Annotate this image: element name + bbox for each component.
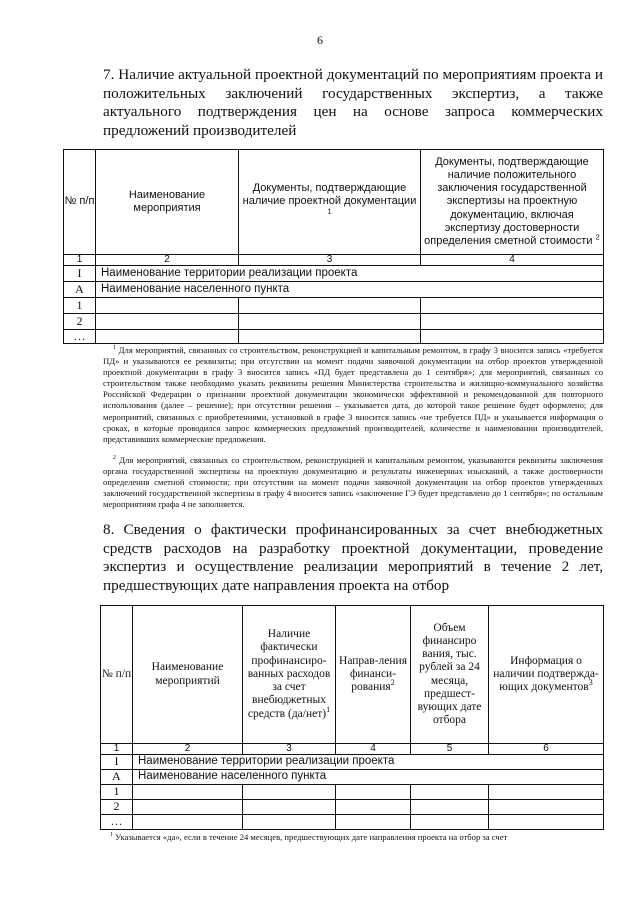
table-cell	[411, 800, 489, 815]
table-row	[101, 800, 604, 815]
header-expert: Документы, подтверждающие наличие положительного заключения государственной экспертизы на проектную документацию, включая экспертизу достоверности определения сметной стоимости $^2$	[421, 150, 604, 255]
table-cell	[411, 785, 489, 800]
section-8-table	[100, 605, 604, 830]
table-cell	[489, 800, 604, 815]
table-cell	[336, 815, 411, 830]
column-number: 5	[411, 744, 489, 755]
header-num: № п/п	[101, 606, 133, 744]
table-cell	[243, 815, 336, 830]
table-cell	[421, 298, 604, 314]
row-label: 2	[64, 314, 96, 330]
table-cell	[133, 800, 243, 815]
table-cell	[96, 314, 239, 330]
table-cell	[421, 314, 604, 330]
column-number: 1	[64, 255, 96, 266]
table-row	[101, 785, 604, 800]
section-7-table	[63, 149, 604, 344]
table-row	[64, 314, 604, 330]
footnote-3: $^1$ Указывается «да», если в течение 24 месяцев, предшествующих дате направления проекта на отбор за счет	[110, 832, 508, 842]
table-cell	[96, 330, 239, 344]
header-financed: Наличие фактически профинансиро-ванных расходов за счет внебюджетных средств $(да/нет)^1$	[243, 606, 336, 744]
header-name: Наименование мероприятий	[133, 606, 243, 744]
table-cell	[239, 314, 421, 330]
table-cell	[243, 785, 336, 800]
table-cell	[243, 800, 336, 815]
table-row	[64, 330, 604, 344]
column-number-row	[101, 744, 604, 755]
row-label: 2	[101, 800, 133, 815]
column-number-row	[64, 255, 604, 266]
row-text: Наименование территории реализации проекта	[133, 755, 604, 770]
row-label: I	[101, 755, 133, 770]
row-text: Наименование населенного пункта	[133, 770, 604, 785]
row-text: Наименование территории реализации проекта	[96, 266, 604, 282]
table-cell	[336, 785, 411, 800]
section-8-heading: 8. Сведения о фактически профинансированных за счет внебюджетных средств расходов на разработку проектной документации, проведение экспертиз и осуществление реализации мероприятий в течение 2 лет, предшествующих дате направления проекта на отбор	[103, 521, 603, 594]
table-row	[64, 298, 604, 314]
section-7-heading: 7. Наличие актуальной проектной документаций по мероприятиям проекта и положительных заключений государственных экспертиз, а также актуального подтверждения цен на основе запроса коммерческих предложений производителей	[103, 66, 603, 139]
table-cell	[489, 815, 604, 830]
row-label: 1	[101, 785, 133, 800]
row-label: А	[101, 770, 133, 785]
column-number: 1	[101, 744, 133, 755]
column-number: 6	[489, 744, 604, 755]
column-number: 3	[239, 255, 421, 266]
column-number: 4	[421, 255, 604, 266]
table-row	[64, 282, 604, 298]
table-cell	[411, 815, 489, 830]
row-label: А	[64, 282, 96, 298]
table-header-row	[64, 150, 604, 255]
row-label: 1	[64, 298, 96, 314]
column-number: 4	[336, 744, 411, 755]
table-row	[64, 266, 604, 282]
header-volume: Объем финансиро вания, тыс. рублей за 24 месяца, предшест-вующих дате отбора	[411, 606, 489, 744]
footnote-1: $^1$ Для мероприятий, связанных со строительством, реконструкцией и капитальным ремонтом, в графу 3 вносится запись «требуется ПД» и указываются ее реквизиты; при отсутствии на момент подачи заявочной документации на отбор проектов утвержденной проектной документации в графу 3 вносится запись «ПД будет представлена до 1 сентября»; для мероприятий, связанных со строительством также необходимо указать реквизиты решения Министерства строительства и жилищно-коммунального хозяйства Российской Федерации о признании проектной документации экономически эффективной и рекомендованной для повторного использования (далее – решение); при отсутствии решения – указывается дата, до которой такое решение будет оформлено; для мероприятий, связанных с приобретениями, установкой в графе 3 вносится запись «не требуется ПД» и указывается информация о сроках, в которые проводился запрос коммерческих предложений производителей, количестве и наименовании производителей, представивших коммерческие предложения.	[103, 345, 604, 444]
header-info: Информация о наличии подтвержда-ющих документов$^3$	[489, 606, 604, 744]
page-number: 6	[317, 33, 323, 47]
table-cell	[96, 298, 239, 314]
column-number: 2	[96, 255, 239, 266]
footnote-2: $^2$ Для мероприятий, связанных со строительством, реконструкцией и капитальным ремонтом, указываются реквизиты заключения органа государственной экспертизы на проектную документацию и результаты инженерных изысканий, а также достоверности определения сметной стоимости; при отсутствии на момент подачи заявочной документации на отбор проектов утвержденных заключений государственной экспертизы в графу 4 вносится запись «заключение ГЭ будет представлено до 1 сентября»; по остальным мероприятиям графа 4 не заполняется.	[103, 455, 603, 510]
table-cell	[133, 815, 243, 830]
table-row	[101, 755, 604, 770]
header-name: Наименование мероприятия	[96, 150, 239, 255]
row-label: …	[101, 815, 133, 830]
row-label: I	[64, 266, 96, 282]
table-cell	[239, 298, 421, 314]
row-text: Наименование населенного пункта	[96, 282, 604, 298]
header-direction: Направ-ления финанси-рования$^2$	[336, 606, 411, 744]
header-docs: Документы, подтверждающие наличие проектной документации $^1$	[239, 150, 421, 255]
table-cell	[336, 800, 411, 815]
table-row	[101, 815, 604, 830]
column-number: 2	[133, 744, 243, 755]
table-cell	[489, 785, 604, 800]
row-label: …	[64, 330, 96, 344]
table-header-row	[101, 606, 604, 744]
table-cell	[133, 785, 243, 800]
column-number: 3	[243, 744, 336, 755]
table-cell	[421, 330, 604, 344]
header-num: № п/п	[64, 150, 96, 255]
table-cell	[239, 330, 421, 344]
table-row	[101, 770, 604, 785]
